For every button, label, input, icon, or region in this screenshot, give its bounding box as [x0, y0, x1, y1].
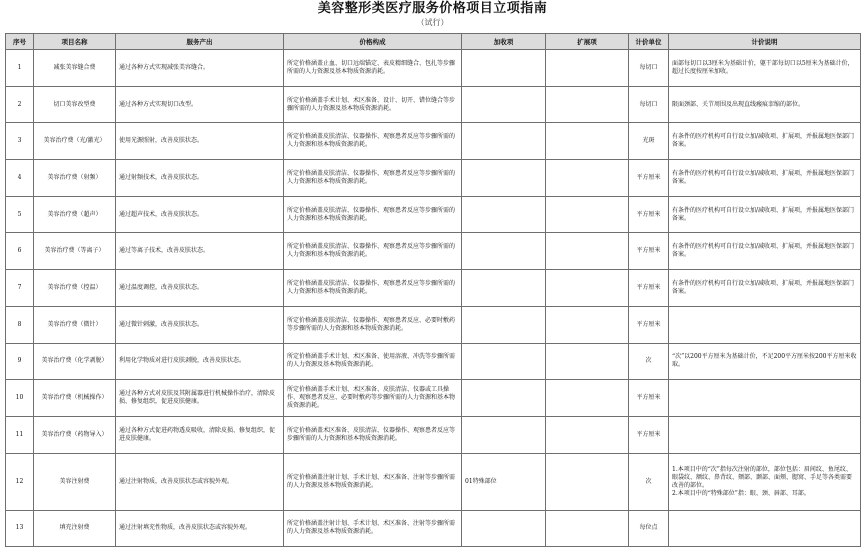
cell-unit: 平方厘米	[629, 416, 669, 453]
cell-pricing-explanation	[669, 196, 861, 233]
cell-item-name: 切口美容改型费	[34, 86, 116, 123]
table-row	[6, 306, 861, 343]
cell-unit: 每位点	[629, 510, 669, 546]
cell-extension	[546, 343, 629, 380]
cell-pricing-explanation	[669, 270, 861, 307]
cell-pricing-explanation	[669, 123, 861, 160]
cell-price-composition: 所定价格涵盖皮肤清洁、仪器操作、观察患者反应等步骤所需的人力资源和基本物质资源消耗。	[284, 160, 462, 197]
cell-service-output: 通过各种方式实现减张美容缝合。	[116, 50, 284, 87]
cell-service-output: 通过注射填充性物质，改善皮肤状态或容貌外观。	[116, 510, 284, 546]
cell-pricing-explanation	[669, 453, 861, 510]
cell-no: 6	[6, 233, 34, 270]
cell-item-name: 美容治疗费（化学剥脱）	[34, 343, 116, 380]
cell-pricing-explanation	[669, 343, 861, 380]
cell-item-name: 美容治疗费（射频）	[34, 160, 116, 197]
table-row	[6, 50, 861, 87]
cell-unit: 光斑	[629, 123, 669, 160]
cell-no: 10	[6, 380, 34, 417]
cell-surcharge	[462, 306, 546, 343]
table-row	[6, 416, 861, 453]
cell-extension	[546, 233, 629, 270]
cell-unit: 次	[629, 343, 669, 380]
header-extension: 扩展项	[546, 34, 629, 50]
cell-no: 3	[6, 123, 34, 160]
cell-pricing-explanation	[669, 50, 861, 87]
cell-service-output: 通过各种方式对皮肤及其附属器进行机械操作治疗，清除皮损、修复组织，促进皮肤健康。	[116, 380, 284, 417]
table-row	[6, 343, 861, 380]
explanation-line: 1.本项目中的“次”指每次注射的部位，部位包括：眉间纹、鱼尾纹、眼袋纹、额纹、鼻背纹、颏部、颞部、面颊、腮窝、手足等各类需要改善的部位。	[672, 465, 853, 489]
cell-extension	[546, 196, 629, 233]
cell-no: 13	[6, 510, 34, 546]
table-row	[6, 123, 861, 160]
cell-no: 1	[6, 50, 34, 87]
cell-price-composition: 所定价格涵盖皮肤清洁、仪器操作、观察患者反应等步骤所需的人力资源和基本物质资源消耗。	[284, 123, 462, 160]
cell-unit: 平方厘米	[629, 196, 669, 233]
cell-pricing-explanation	[669, 510, 861, 546]
cell-item-name: 美容注射费	[34, 453, 116, 510]
cell-surcharge	[462, 160, 546, 197]
table-row	[6, 196, 861, 233]
cell-no: 7	[6, 270, 34, 307]
table-row	[6, 510, 861, 546]
explanation-line: 有条件的医疗机构可自行设立加/减收项、扩展项，并报属地医保部门备案。	[672, 206, 855, 222]
explanation-line: 有条件的医疗机构可自行设立加/减收项、扩展项，并报属地医保部门备案。	[672, 243, 855, 259]
cell-no: 8	[6, 306, 34, 343]
cell-unit: 平方厘米	[629, 233, 669, 270]
cell-no: 9	[6, 343, 34, 380]
explanation-line: 有条件的医疗机构可自行设立加/减收项、扩展项，并报属地医保部门备案。	[672, 169, 855, 185]
cell-item-name: 填充注射费	[34, 510, 116, 546]
cell-surcharge	[462, 196, 546, 233]
cell-unit: 每切口	[629, 86, 669, 123]
cell-unit: 平方厘米	[629, 380, 669, 417]
cell-extension	[546, 86, 629, 123]
cell-pricing-explanation	[669, 380, 861, 417]
cell-surcharge	[462, 380, 546, 417]
cell-pricing-explanation	[669, 160, 861, 197]
cell-no: 12	[6, 453, 34, 510]
table-row	[6, 270, 861, 307]
cell-unit: 平方厘米	[629, 270, 669, 307]
cell-service-output: 通过等离子技术，改善皮肤状态。	[116, 233, 284, 270]
cell-price-composition: 所定价格涵盖注射计划、手术计划、术区准备、注射等步骤所需的人力资源及基本物质资源消耗。	[284, 510, 462, 546]
cell-extension	[546, 50, 629, 87]
cell-price-composition: 所定价格涵盖手术计划、术区准备、皮肤清洁、仪器或工具操作、观察患者反应、必要时敷药等步骤所需的人力资源和基本物质资源消耗。	[284, 380, 462, 417]
cell-unit: 平方厘米	[629, 160, 669, 197]
cell-pricing-explanation	[669, 86, 861, 123]
cell-surcharge	[462, 510, 546, 546]
cell-price-composition: 所定价格涵盖皮肤清洁、仪器操作、观察患者反应、必要时敷药等步骤所需的人力资源和基本物质资源消耗。	[284, 306, 462, 343]
cell-pricing-explanation	[669, 306, 861, 343]
header-output: 服务产出	[116, 34, 284, 50]
table-row	[6, 380, 861, 417]
cell-unit: 平方厘米	[629, 306, 669, 343]
cell-no: 5	[6, 196, 34, 233]
explanation-line: “次”以200平方厘米为基础计价，不足200平方厘米按200平方厘米收取。	[672, 353, 857, 369]
explanation-line: 有条件的医疗机构可自行设立加/减收项、扩展项，并报属地医保部门备案。	[672, 279, 855, 295]
cell-item-name: 美容治疗费（药物导入）	[34, 416, 116, 453]
cell-no: 4	[6, 160, 34, 197]
cell-pricing-explanation	[669, 416, 861, 453]
cell-price-composition: 所定价格涵盖手术计划、术区准备、使用溶液、冲洗等步骤所需的人力资源及基本物质资源消耗。	[284, 343, 462, 380]
document-subtitle: （试行）	[416, 18, 449, 27]
cell-unit: 次	[629, 453, 669, 510]
cell-surcharge: 01特殊部位	[462, 453, 546, 510]
cell-surcharge	[462, 86, 546, 123]
cell-price-composition: 所定价格涵盖皮肤清洁、仪器操作、观察患者反应等步骤所需的人力资源和基本物质资源消耗。	[284, 233, 462, 270]
cell-item-name: 美容治疗费（微针）	[34, 306, 116, 343]
cell-price-composition: 所定价格涵盖止血、切口远端锚定、表皮精细缝合、包扎等步骤所需的人力资源及基本物质资源消耗。	[284, 50, 462, 87]
cell-price-composition: 所定价格涵盖注射计划、手术计划、术区准备、注射等步骤所需的人力资源及基本物质资源消耗。	[284, 453, 462, 510]
cell-surcharge	[462, 123, 546, 160]
header-name: 项目名称	[34, 34, 116, 50]
cell-service-output: 通过各种方式实现切口改型。	[116, 86, 284, 123]
cell-extension	[546, 416, 629, 453]
document-title: 美容整形类医疗服务价格项目立项指南	[317, 1, 548, 16]
cell-item-name: 美容治疗费（机械操作）	[34, 380, 116, 417]
table-body	[6, 50, 861, 547]
table-row	[6, 453, 861, 510]
cell-service-output: 通过射频技术，改善皮肤状态。	[116, 160, 284, 197]
cell-service-output: 通过超声技术，改善皮肤状态。	[116, 196, 284, 233]
header-no: 序号	[6, 34, 34, 50]
cell-extension	[546, 270, 629, 307]
header-explain: 计价说明	[669, 34, 861, 50]
table-row	[6, 233, 861, 270]
cell-surcharge	[462, 270, 546, 307]
explanation-line: 限面颈部、关节周围及出现直线瘢痕挛缩的部位。	[672, 100, 805, 108]
cell-extension	[546, 306, 629, 343]
cell-surcharge	[462, 50, 546, 87]
cell-service-output: 通过注射物质，改善皮肤状态或容貌外观。	[116, 453, 284, 510]
cell-service-output: 利用化学物质对进行皮肤剥脱，改善皮肤状态。	[116, 343, 284, 380]
header-composition: 价格构成	[284, 34, 462, 50]
header-unit: 计价单位	[629, 34, 669, 50]
cell-extension	[546, 380, 629, 417]
cell-pricing-explanation	[669, 233, 861, 270]
cell-surcharge	[462, 233, 546, 270]
header-surcharge: 加收项	[462, 34, 546, 50]
cell-service-output: 使用光源照射，改善皮肤状态。	[116, 123, 284, 160]
table-row	[6, 86, 861, 123]
cell-item-name: 美容治疗费（控温）	[34, 270, 116, 307]
cell-extension	[546, 453, 629, 510]
cell-price-composition: 所定价格涵盖皮肤清洁、仪器操作、观察患者反应等步骤所需的人力资源和基本物质资源消耗。	[284, 270, 462, 307]
cell-extension	[546, 510, 629, 546]
cell-unit: 每切口	[629, 50, 669, 87]
cell-no: 2	[6, 86, 34, 123]
table-row	[6, 160, 861, 197]
cell-surcharge	[462, 416, 546, 453]
cell-price-composition: 所定价格涵盖手术计划、术区准备、设计、切开、错位缝合等步骤所需的人力资源及基本物质资源消耗。	[284, 86, 462, 123]
cell-price-composition: 所定价格涵盖皮肤清洁、仪器操作、观察患者反应等步骤所需的人力资源和基本物质资源消耗。	[284, 196, 462, 233]
cell-price-composition: 所定价格涵盖术区准备、皮肤清洁、仪器操作、观察患者反应等步骤所需的人力资源和基本物质资源消耗。	[284, 416, 462, 453]
cell-service-output: 通过温度调控，改善皮肤状态。	[116, 270, 284, 307]
explanation-line: 有条件的医疗机构可自行设立加/减收项、扩展项，并报属地医保部门备案。	[672, 133, 855, 149]
cell-extension	[546, 160, 629, 197]
cell-item-name: 美容治疗费（等离子）	[34, 233, 116, 270]
cell-service-output: 通过微针刺激，改善皮肤状态。	[116, 306, 284, 343]
cell-service-output: 通过各种方式促进药物透皮吸收，清除皮损、修复组织，促进皮肤健康。	[116, 416, 284, 453]
cell-item-name: 美容治疗费（超声）	[34, 196, 116, 233]
cell-no: 11	[6, 416, 34, 453]
cell-item-name: 美容治疗费（光/激光）	[34, 123, 116, 160]
cell-surcharge	[462, 343, 546, 380]
explanation-line: 面部每切口以3厘米为基础计价，躯干部每切口以5厘米为基础计价，超过长度按厘米加收。	[672, 59, 854, 75]
cell-item-name: 减张美容缝合费	[34, 50, 116, 87]
price-guide-table	[5, 33, 861, 547]
cell-extension	[546, 123, 629, 160]
explanation-line: 2.本项目中的“特殊部位”指：眼、颈、唇部、耳部。	[672, 489, 810, 497]
table-header-row	[6, 34, 861, 50]
